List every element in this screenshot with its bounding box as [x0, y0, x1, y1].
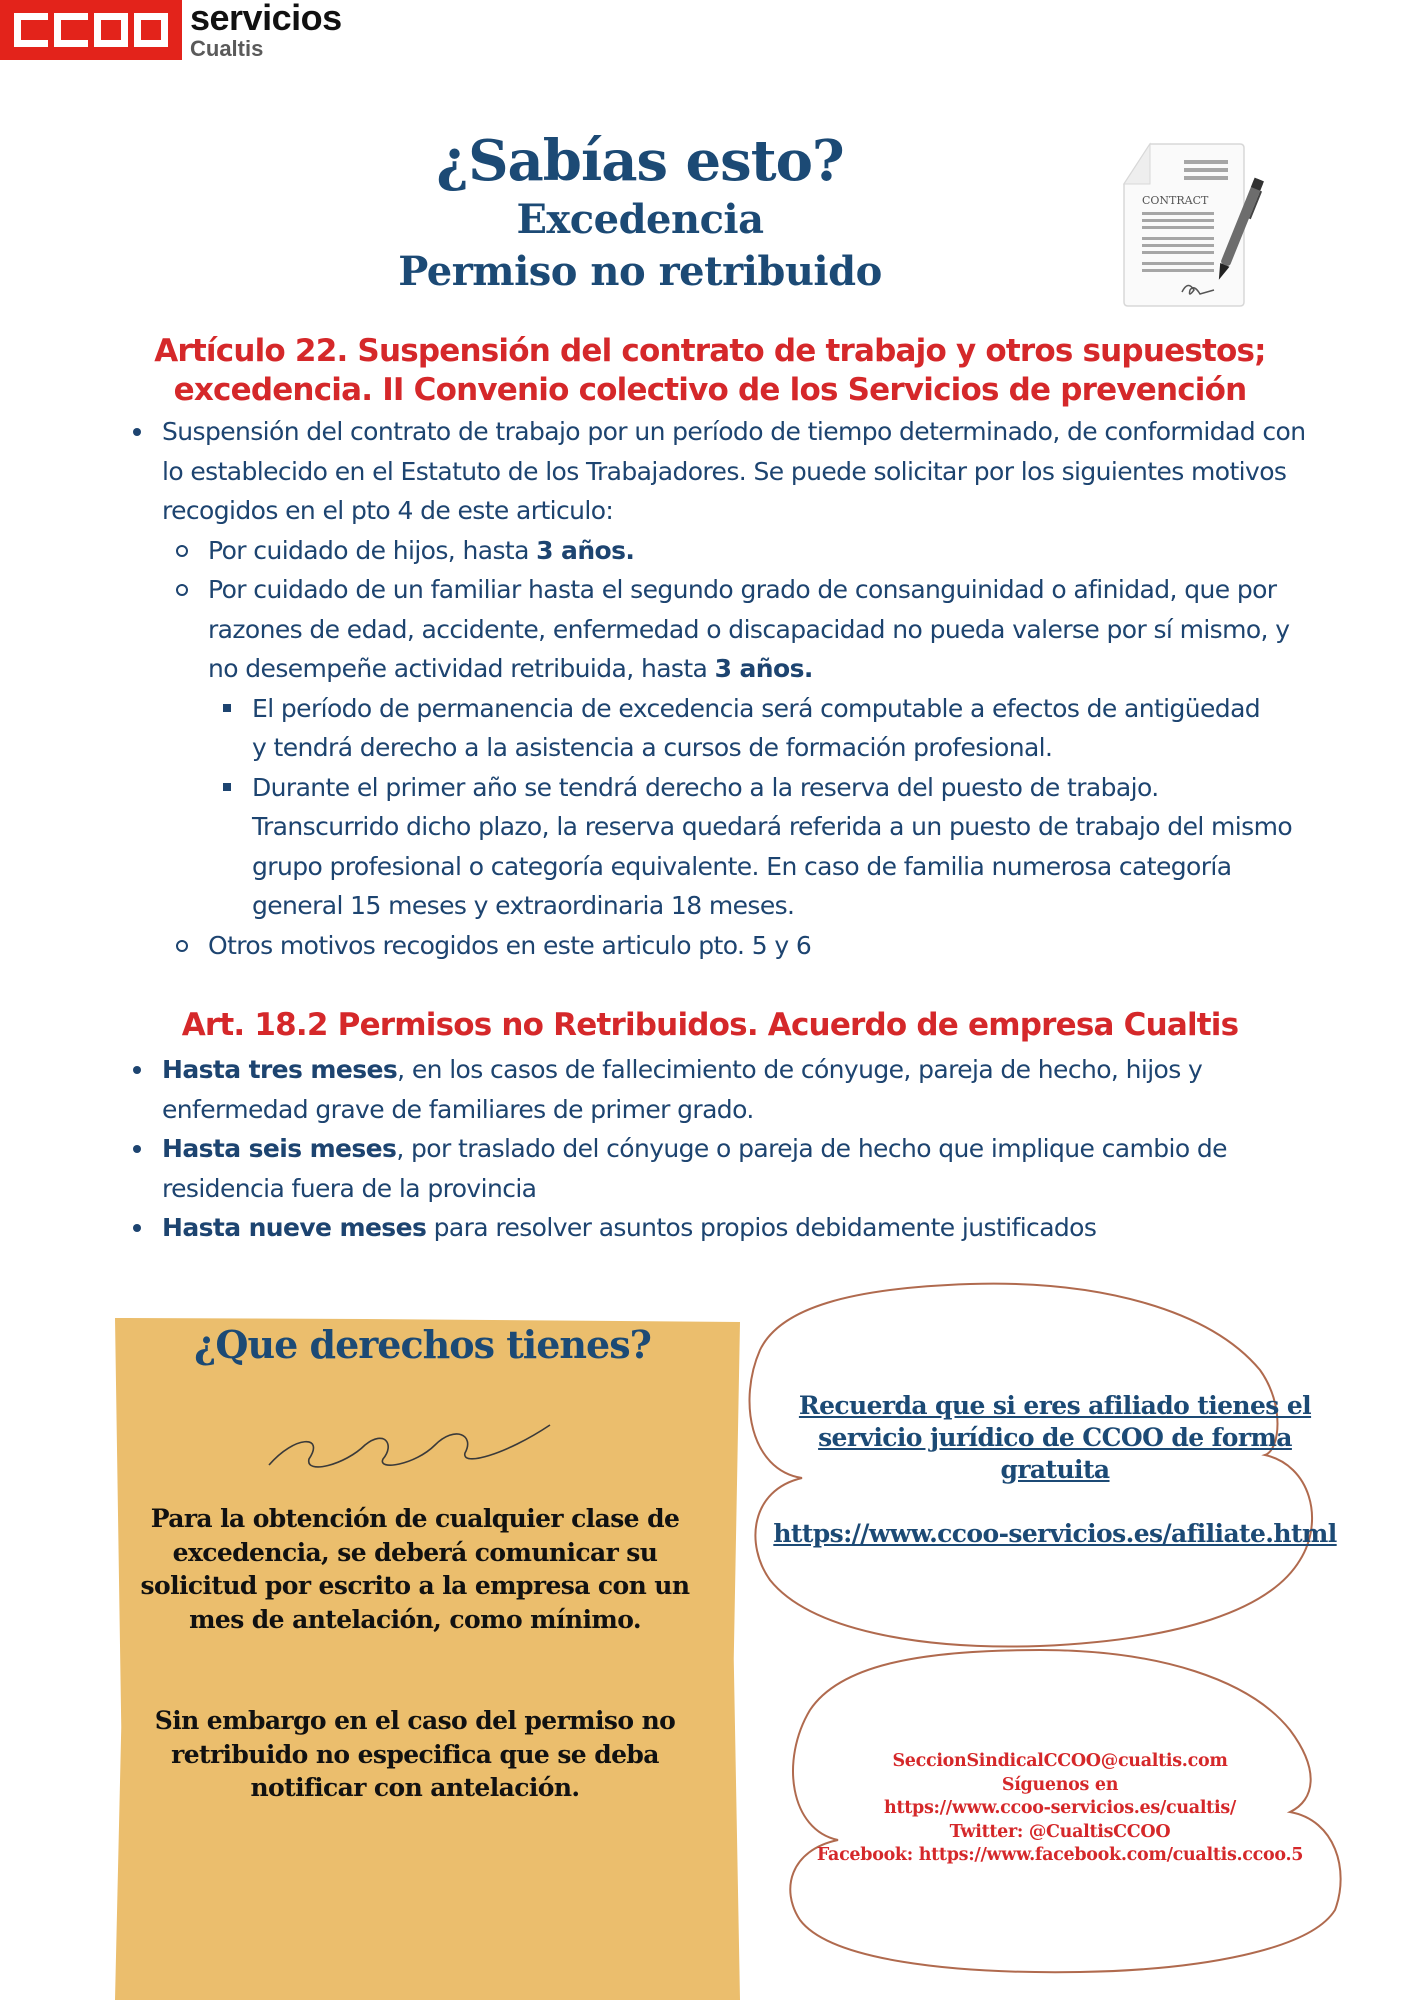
item-text: Otros motivos recogidos en este articulo pto. 5 y 6	[208, 930, 812, 960]
item-text: Por cuidado de un familiar hasta el segundo grado de consanguinidad o afinidad, que por razones de edad, accidente, enfermedad o discapacidad no pueda valerse por sí mismo, y no desempeñe actividad retribuida, hasta	[208, 575, 1290, 683]
article-22-heading	[120, 332, 1300, 410]
rights-box-title: ¿Que derechos tienes?	[194, 1322, 651, 1367]
item-bold: 3 años.	[714, 654, 813, 683]
logo-letter-o	[134, 13, 168, 47]
squiggle-decoration	[265, 1415, 555, 1485]
contact-email[interactable]: SeccionSindicalCCOO@cualtis.com	[892, 1751, 1228, 1771]
article-22-heading-line1: Artículo 22. Suspensión del contrato de trabajo y otros supuestos;	[154, 333, 1266, 369]
logo-letter-c	[14, 13, 48, 47]
ccoo-logo	[0, 0, 342, 60]
item-bold: Hasta tres meses	[162, 1055, 398, 1084]
website-link[interactable]: https://www.ccoo-servicios.es/cualtis/	[884, 1798, 1236, 1818]
page-subtitle-permiso: Permiso no retribuido	[398, 248, 882, 295]
logo-letter-c	[54, 13, 88, 47]
item-text: Por cuidado de hijos, hasta	[208, 535, 537, 565]
logo-name: servicios	[190, 0, 342, 38]
list-item	[130, 926, 1310, 966]
contract-pen-icon	[1120, 140, 1280, 310]
item-bold: Hasta nueve meses	[162, 1213, 427, 1242]
logo-letter-o	[94, 13, 128, 47]
item-bold: Hasta seis meses	[162, 1134, 397, 1163]
list-item	[130, 1129, 1310, 1208]
list-item	[130, 412, 1310, 531]
article-18-heading: Art. 18.2 Permisos no Retribuidos. Acuerdo de empresa Cualtis	[181, 1007, 1239, 1043]
article-22-intro: Suspensión del contrato de trabajo por un período de tiempo determinado, de conformidad con lo establecido en el Estatuto de los Trabajadores. Se puede solicitar por los siguientes motivos recogidos en el pto 4 de este articulo:	[162, 417, 1306, 525]
contact-info	[800, 1750, 1320, 1868]
item-text: El período de permanencia de excedencia será computable a efectos de antigüedad y tendrá derecho a la asistencia a cursos de formación profesional.	[252, 693, 1261, 762]
rights-box-paragraph-1: Para la obtención de cualquier clase de excedencia, se deberá comunicar su solicitud por escrito a la empresa con un mes de antelación, como mínimo.	[140, 1504, 690, 1634]
item-text: Durante el primer año se tendrá derecho a la reserva del puesto de trabajo. Transcurrido dicho plazo, la reserva quedará referida a un puesto de trabajo del mismo grupo profesional o categoría equivalente. En caso de familia numerosa categoría general 15 meses y extraordinaria 18 meses.	[252, 772, 1293, 920]
logo-subtitle: Cualtis	[190, 36, 264, 61]
article-22-heading-line2: excedencia. II Convenio colectivo de los Servicios de prevención	[173, 372, 1247, 408]
rights-box-paragraph-2: Sin embargo en el caso del permiso no retribuido no especifica que se deba notificar con antelación.	[154, 1706, 676, 1802]
legal-service-note	[760, 1390, 1350, 1550]
facebook-link[interactable]: Facebook: https://www.facebook.com/cualtis.ccoo.5	[816, 1845, 1304, 1865]
item-bold: 3 años.	[536, 535, 635, 565]
twitter-handle[interactable]: Twitter: @CualtisCCOO	[949, 1821, 1171, 1842]
list-item	[130, 689, 1310, 768]
contract-label: CONTRACT	[1142, 194, 1209, 207]
item-text: para resolver asuntos propios debidamente justificados	[426, 1213, 1097, 1242]
list-item	[130, 1050, 1310, 1129]
page-subtitle-excedencia: Excedencia	[516, 196, 764, 243]
ccoo-logo-mark	[0, 0, 182, 60]
list-item	[130, 768, 1310, 926]
article-18-list	[130, 1050, 1310, 1248]
list-item	[130, 531, 1310, 571]
affiliate-link[interactable]: https://www.ccoo-servicios.es/afiliate.html	[773, 1519, 1337, 1548]
list-item	[130, 570, 1310, 689]
article-22-list	[130, 412, 1310, 965]
follow-label: Síguenos en	[1001, 1774, 1119, 1795]
list-item	[130, 1208, 1310, 1248]
page-title: ¿Sabías esto?	[436, 128, 844, 194]
legal-service-text: Recuerda que si eres afiliado tienes el servicio jurídico de CCOO de forma gratuita	[798, 1391, 1312, 1484]
item-text: , en los casos de fallecimiento de cónyuge, pareja de hecho, hijos y enfermedad grave de familiares de primer grado.	[162, 1055, 1203, 1124]
item-text: , por traslado del cónyuge o pareja de hecho que implique cambio de residencia fuera de la provincia	[162, 1134, 1227, 1203]
